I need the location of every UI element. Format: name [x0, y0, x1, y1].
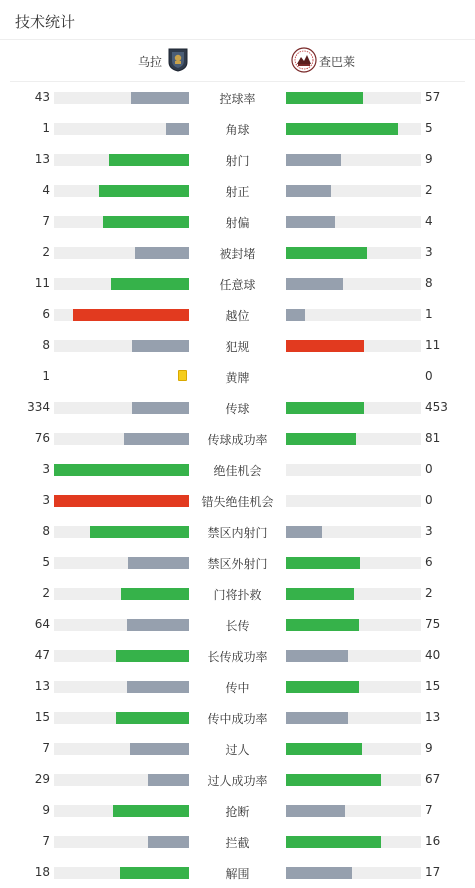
- home-stat-bar-fill: [116, 712, 189, 724]
- stat-row: [0, 361, 475, 392]
- home-stat-bar: [54, 340, 189, 352]
- away-stat-bar: [286, 464, 421, 476]
- stat-label: 黄牌: [225, 371, 250, 385]
- away-stat-value: 2: [425, 586, 433, 600]
- away-team-crest-icon[interactable]: [291, 47, 317, 73]
- away-team-name[interactable]: 查巴莱: [319, 55, 356, 69]
- home-stat-value: 334: [27, 400, 50, 414]
- home-stat-bar-fill: [132, 402, 189, 414]
- stat-label: 传中: [225, 681, 250, 695]
- home-stat-bar: [54, 371, 189, 383]
- stat-row: [0, 733, 475, 764]
- stat-row: [0, 702, 475, 733]
- home-stat-bar-fill: [99, 185, 189, 197]
- stat-label: 抢断: [225, 805, 250, 819]
- home-stat-value: 76: [34, 431, 50, 445]
- home-stat-bar: [54, 805, 189, 817]
- home-stat-bar-fill: [90, 526, 189, 538]
- home-stat-bar: [54, 123, 189, 135]
- away-stat-value: 16: [425, 834, 441, 848]
- away-stat-value: 1: [425, 307, 433, 321]
- stat-label: 过人成功率: [207, 774, 268, 788]
- stat-row: [0, 485, 475, 516]
- away-stat-value: 9: [425, 152, 433, 166]
- away-stat-value: 0: [425, 462, 433, 476]
- away-stat-bar-fill: [286, 123, 398, 135]
- home-stat-value: 4: [42, 183, 50, 197]
- home-stat-value: 3: [42, 493, 50, 507]
- away-stat-bar: [286, 92, 421, 104]
- away-stat-bar: [286, 743, 421, 755]
- stat-label: 禁区外射门: [207, 557, 268, 571]
- stat-label: 门将扑救: [213, 588, 262, 602]
- home-stat-value: 43: [34, 90, 50, 104]
- away-stat-bar-fill: [286, 836, 381, 848]
- stat-row: [0, 609, 475, 640]
- yellow-card-icon: [178, 370, 187, 381]
- home-stat-bar: [54, 712, 189, 724]
- away-stat-value: 7: [425, 803, 433, 817]
- home-stat-bar: [54, 247, 189, 259]
- stat-row: [0, 423, 475, 454]
- away-stat-bar: [286, 216, 421, 228]
- away-stat-bar-fill: [286, 154, 341, 166]
- away-stat-bar-fill: [286, 619, 359, 631]
- home-stat-value: 7: [42, 214, 50, 228]
- stat-row: [0, 144, 475, 175]
- away-stat-bar: [286, 712, 421, 724]
- away-stat-bar: [286, 836, 421, 848]
- stat-row: [0, 299, 475, 330]
- home-stat-value: 6: [42, 307, 50, 321]
- home-team-crest-icon[interactable]: [168, 48, 188, 72]
- stat-row: [0, 113, 475, 144]
- away-stat-value: 2: [425, 183, 433, 197]
- home-stat-bar-fill: [128, 557, 189, 569]
- away-stat-bar-fill: [286, 681, 359, 693]
- away-stat-value: 67: [425, 772, 441, 786]
- home-stat-value: 9: [42, 803, 50, 817]
- away-stat-value: 6: [425, 555, 433, 569]
- away-stat-bar-fill: [286, 433, 356, 445]
- stat-label: 射门: [225, 154, 250, 168]
- stat-row: [0, 640, 475, 671]
- home-stat-bar: [54, 154, 189, 166]
- stat-label: 禁区内射门: [207, 526, 268, 540]
- stat-row: [0, 826, 475, 857]
- home-stat-bar-fill: [121, 588, 189, 600]
- home-stat-value: 7: [42, 834, 50, 848]
- home-stat-bar: [54, 557, 189, 569]
- home-stat-bar: [54, 402, 189, 414]
- home-stat-value: 2: [42, 586, 50, 600]
- stat-label: 犯规: [225, 340, 250, 354]
- home-stat-bar-fill: [120, 867, 189, 879]
- home-stat-bar-fill: [116, 650, 189, 662]
- home-team-name[interactable]: 乌拉: [137, 55, 162, 69]
- stat-label: 绝佳机会: [213, 464, 262, 478]
- stat-row: [0, 392, 475, 423]
- stat-label: 解围: [225, 867, 250, 881]
- home-stat-bar-fill: [54, 495, 189, 507]
- home-stat-bar: [54, 774, 189, 786]
- home-stat-value: 47: [34, 648, 50, 662]
- away-stat-bar-fill: [286, 340, 364, 352]
- stat-label: 传球成功率: [207, 433, 268, 447]
- away-stat-bar-fill: [286, 247, 367, 259]
- home-stat-bar-fill: [127, 681, 189, 693]
- away-stat-bar: [286, 619, 421, 631]
- home-stat-bar: [54, 836, 189, 848]
- away-stat-bar-fill: [286, 774, 381, 786]
- home-stat-bar: [54, 526, 189, 538]
- home-stat-bar: [54, 185, 189, 197]
- away-stat-bar: [286, 123, 421, 135]
- away-stat-value: 75: [425, 617, 441, 631]
- home-stat-bar: [54, 588, 189, 600]
- stat-label: 错失绝佳机会: [201, 495, 274, 509]
- home-stat-bar: [54, 495, 189, 507]
- away-stat-value: 3: [425, 524, 433, 538]
- stat-row: [0, 547, 475, 578]
- home-stat-bar-fill: [135, 247, 189, 259]
- stat-row: [0, 82, 475, 113]
- stat-row: [0, 237, 475, 268]
- away-stat-value: 40: [425, 648, 441, 662]
- away-stat-bar: [286, 805, 421, 817]
- home-stat-bar-fill: [73, 309, 189, 321]
- home-stat-bar-fill: [132, 340, 189, 352]
- away-stat-bar: [286, 588, 421, 600]
- home-stat-value: 11: [34, 276, 50, 290]
- away-stat-bar: [286, 557, 421, 569]
- away-stat-bar-fill: [286, 185, 331, 197]
- home-stat-bar-fill: [148, 774, 189, 786]
- home-stat-bar: [54, 650, 189, 662]
- home-stat-value: 29: [34, 772, 50, 786]
- away-stat-bar: [286, 867, 421, 879]
- page-title: 技术统计: [15, 13, 76, 31]
- home-stat-value: 15: [34, 710, 50, 724]
- stat-row: [0, 454, 475, 485]
- away-stat-value: 5: [425, 121, 433, 135]
- away-stat-bar-fill: [286, 216, 335, 228]
- away-stat-value: 9: [425, 741, 433, 755]
- home-stat-bar-fill: [127, 619, 189, 631]
- home-stat-bar: [54, 681, 189, 693]
- home-stat-value: 13: [34, 679, 50, 693]
- away-stat-bar-fill: [286, 867, 352, 879]
- away-stat-value: 13: [425, 710, 441, 724]
- home-stat-bar-fill: [124, 433, 189, 445]
- away-stat-bar: [286, 433, 421, 445]
- home-stat-bar: [54, 743, 189, 755]
- home-stat-bar: [54, 464, 189, 476]
- home-stat-bar-fill: [54, 464, 189, 476]
- away-stat-bar-fill: [286, 402, 364, 414]
- away-stat-bar: [286, 309, 421, 321]
- stat-row: [0, 516, 475, 547]
- stat-row: [0, 578, 475, 609]
- away-stat-bar: [286, 154, 421, 166]
- stat-label: 角球: [225, 123, 250, 137]
- home-stat-bar-fill: [111, 278, 189, 290]
- away-stat-bar: [286, 650, 421, 662]
- home-stat-value: 8: [42, 338, 50, 352]
- stat-label: 控球率: [219, 92, 256, 106]
- away-stat-bar: [286, 526, 421, 538]
- stats-list: [0, 82, 475, 888]
- stat-row: [0, 206, 475, 237]
- home-stat-bar-fill: [166, 123, 189, 135]
- home-stat-value: 64: [34, 617, 50, 631]
- away-stat-bar: [286, 371, 421, 383]
- stat-label: 长传成功率: [207, 650, 268, 664]
- home-stat-bar-fill: [148, 836, 189, 848]
- away-stat-bar-fill: [286, 278, 343, 290]
- away-stat-bar: [286, 402, 421, 414]
- away-stat-value: 8: [425, 276, 433, 290]
- away-stat-value: 0: [425, 493, 433, 507]
- away-stat-bar: [286, 278, 421, 290]
- stat-row: [0, 764, 475, 795]
- away-stat-bar-fill: [286, 650, 348, 662]
- away-stat-bar-fill: [286, 309, 305, 321]
- away-stat-bar-fill: [286, 557, 360, 569]
- away-stat-bar-fill: [286, 805, 345, 817]
- away-stat-value: 3: [425, 245, 433, 259]
- away-stat-bar: [286, 247, 421, 259]
- stat-label: 被封堵: [219, 247, 256, 261]
- stat-row: [0, 795, 475, 826]
- home-stat-bar-fill: [130, 743, 189, 755]
- home-stat-bar: [54, 619, 189, 631]
- away-stat-value: 11: [425, 338, 441, 352]
- stat-label: 长传: [225, 619, 250, 633]
- stat-label: 射偏: [225, 216, 250, 230]
- away-stat-value: 4: [425, 214, 433, 228]
- home-stat-value: 2: [42, 245, 50, 259]
- home-stat-bar-fill: [113, 805, 189, 817]
- stat-label: 任意球: [219, 278, 256, 292]
- stats-header: [0, 0, 475, 40]
- home-stat-bar: [54, 92, 189, 104]
- away-stat-bar: [286, 681, 421, 693]
- away-stat-value: 453: [425, 400, 448, 414]
- home-stat-value: 3: [42, 462, 50, 476]
- home-stat-bar-fill: [103, 216, 189, 228]
- away-stat-bar-fill: [286, 92, 363, 104]
- away-stat-value: 81: [425, 431, 441, 445]
- home-stat-bar-fill: [109, 154, 189, 166]
- away-stat-value: 57: [425, 90, 441, 104]
- home-stat-bar: [54, 867, 189, 879]
- stat-label: 射正: [225, 185, 250, 199]
- away-stat-bar-fill: [286, 526, 322, 538]
- away-stat-bar: [286, 774, 421, 786]
- home-stat-value: 7: [42, 741, 50, 755]
- stat-label: 越位: [225, 309, 250, 323]
- home-stat-value: 13: [34, 152, 50, 166]
- stat-row: [0, 175, 475, 206]
- stat-label: 传球: [225, 402, 250, 416]
- away-stat-bar: [286, 185, 421, 197]
- home-stat-bar: [54, 309, 189, 321]
- home-stat-bar: [54, 278, 189, 290]
- home-stat-value: 1: [42, 369, 50, 383]
- away-stat-bar: [286, 340, 421, 352]
- away-stat-value: 0: [425, 369, 433, 383]
- home-stat-value: 8: [42, 524, 50, 538]
- stat-label: 过人: [225, 743, 250, 757]
- home-stat-value: 1: [42, 121, 50, 135]
- stat-row: [0, 857, 475, 888]
- home-stat-value: 18: [34, 865, 50, 879]
- away-stat-bar: [286, 495, 421, 507]
- home-stat-value: 5: [42, 555, 50, 569]
- away-stat-value: 15: [425, 679, 441, 693]
- away-stat-bar-fill: [286, 588, 354, 600]
- stat-row: [0, 330, 475, 361]
- stat-row: [0, 671, 475, 702]
- stat-row: [0, 268, 475, 299]
- home-stat-bar: [54, 216, 189, 228]
- home-stat-bar-fill: [131, 92, 189, 104]
- home-stat-bar: [54, 433, 189, 445]
- away-stat-value: 17: [425, 865, 441, 879]
- away-stat-bar-fill: [286, 743, 362, 755]
- away-stat-bar-fill: [286, 712, 348, 724]
- stat-label: 传中成功率: [207, 712, 268, 726]
- teams-row: [10, 40, 465, 82]
- stat-label: 拦截: [225, 836, 250, 850]
